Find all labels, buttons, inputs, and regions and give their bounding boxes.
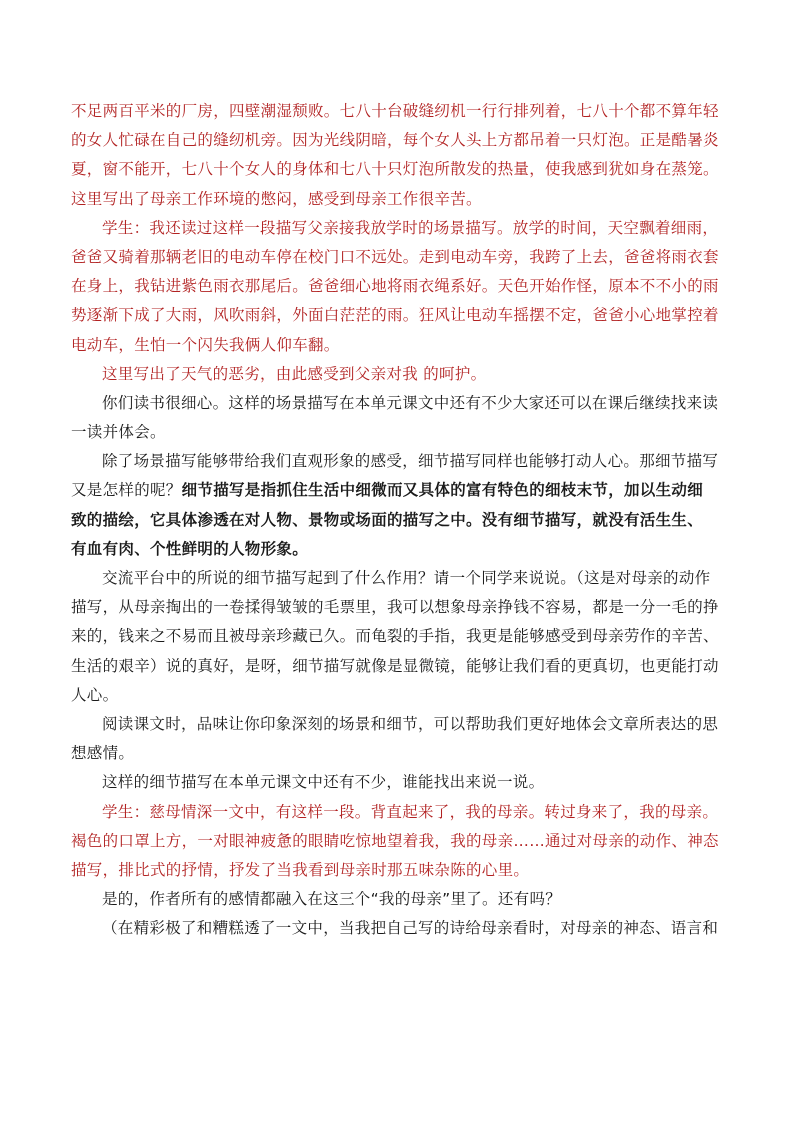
text-line: [71, 447, 739, 476]
text-line-content: 除了场景描写能够带给我们直观形象的感受，细节描写同样也能够打动人心。那细节描写: [102, 452, 719, 471]
text-line-content: 不足两百平米的厂房，四壁潮湿颓败。七八十台破缝纫机一行行排列着，七八十个都不算年轻: [71, 102, 719, 120]
text-line: [71, 914, 739, 943]
text-line: [71, 564, 739, 593]
text-line: [71, 652, 739, 681]
bold-definition-text: 细节描写是指抓住生活中细微而又具体的富有特色的细枝末节，加以生动细: [181, 481, 704, 500]
text-line-content: 一读并体会。: [71, 423, 166, 442]
text-line: [71, 476, 739, 505]
text-line-content: 来的，钱来之不易而且被母亲珍藏已久。而龟裂的手指，我更是能够感受到母亲劳作的辛苦、: [71, 627, 719, 646]
text-line-content: （在精彩极了和糟糕透了一文中，当我把自己写的诗给母亲看时，对母亲的神态、语言和: [102, 919, 719, 938]
text-line: [71, 389, 739, 418]
text-line: [71, 681, 739, 710]
text-line-content: 描写，从母亲掏出的一卷揉得皱皱的毛票里，我可以想象母亲挣钱不容易，都是一分一毛的挣: [71, 598, 719, 617]
text-line-content: 电动车，生怕一个闪失我俩人仰车翻。: [71, 335, 340, 354]
text-line-content: 生活的艰辛）说的真好，是呀，细节描写就像是显微镜，能够让我们看的更真切，也更能打动: [71, 656, 719, 675]
text-line: [71, 272, 739, 301]
text-line: [71, 126, 739, 155]
text-line: [71, 331, 739, 360]
text-line: [71, 827, 739, 856]
text-line: [71, 185, 739, 214]
text-line-content: 学生：慈母情深一文中，有这样一段。背直起来了，我的母亲。转过身来了，我的母亲。: [102, 802, 719, 821]
text-line-content: 在身上，我钻进紫色雨衣那尾后。爸爸细心地将雨衣绳系好。天色开始作怪，原本不不小的雨: [71, 277, 719, 296]
text-line-content: 夏，窗不能开，七八十个女人的身体和七八十只灯泡所散发的热量，使我感到犹如身在蒸笼。: [71, 160, 719, 179]
text-line-content: 致的描绘，它具体渗透在对人物、景物或场面的描写之中。没有细节描写，就没有活生生、: [71, 510, 704, 529]
text-line: [71, 593, 739, 622]
text-line: [71, 885, 739, 914]
document-page: [71, 97, 739, 943]
text-line: [71, 535, 739, 564]
text-line-content: 褐色的口罩上方，一对眼神疲惫的眼睛吃惊地望着我，我的母亲……通过对母亲的动作、神态: [71, 831, 719, 850]
text-line-content: 这样的细节描写在本单元课文中还有不少，谁能找出来说一说。: [102, 773, 545, 792]
text-line: [71, 243, 739, 272]
text-line-content: 阅读课文时，品味让你印象深刻的场景和细节，可以帮助我们更好地体会文章所表达的思: [102, 714, 719, 733]
text-line: [71, 856, 739, 885]
text-line-content: 交流平台中的所说的细节描写起到了什么作用？请一个同学来说说。（这是对母亲的动作: [102, 569, 711, 587]
text-line: [71, 710, 739, 739]
text-line-content: 爸爸又骑着那辆老旧的电动车停在校门口不远处。走到电动车旁，我跨了上去，爸爸将雨衣套: [71, 247, 719, 266]
text-line: [71, 622, 739, 651]
text-line-content: 你们读书很细心。这样的场景描写在本单元课文中还有不少大家还可以在课后继续找来读: [102, 393, 719, 412]
text-line: [71, 739, 739, 768]
text-line: [71, 360, 739, 389]
text-line: [71, 418, 739, 447]
text-line: [71, 798, 739, 827]
text-line: [71, 301, 739, 330]
text-line-content: 这里写出了天气的恶劣，由此感受到父亲对我 的呵护。: [102, 364, 487, 383]
text-line: [71, 768, 739, 797]
text-line: [71, 97, 739, 126]
text-line: [71, 506, 739, 535]
text-line-content: 人心。: [71, 685, 119, 704]
text-line-content: 是的，作者所有的感情都融入在这三个“我的母亲”里了。还有吗？: [102, 890, 562, 909]
text-line: [71, 155, 739, 184]
text-line-content: 的女人忙碌在自己的缝纫机旁。因为光线阴暗，每个女人头上方都吊着一只灯泡。正是酷暑炎: [71, 131, 719, 150]
text-line-content: 有血有肉、个性鲜明的人物形象。: [71, 539, 309, 558]
text-line-content: 学生：我还读过这样一段描写父亲接我放学时的场景描写。放学的时间，天空飘着细雨，: [102, 218, 719, 237]
text-line-content: 势逐渐下成了大雨，风吹雨斜，外面白茫茫的雨。狂风让电动车摇摆不定，爸爸小心地掌控着: [71, 306, 719, 325]
text-line: [71, 214, 739, 243]
text-line-content: 描写，排比式的抒情，抒发了当我看到母亲时那五味杂陈的心里。: [71, 860, 530, 879]
text-line-content: 想感情。: [71, 744, 135, 763]
text-line-content: 又是怎样的呢？: [71, 481, 182, 500]
text-line-content: 这里写出了母亲工作环境的憋闷，感受到母亲工作很辛苦。: [71, 189, 482, 208]
